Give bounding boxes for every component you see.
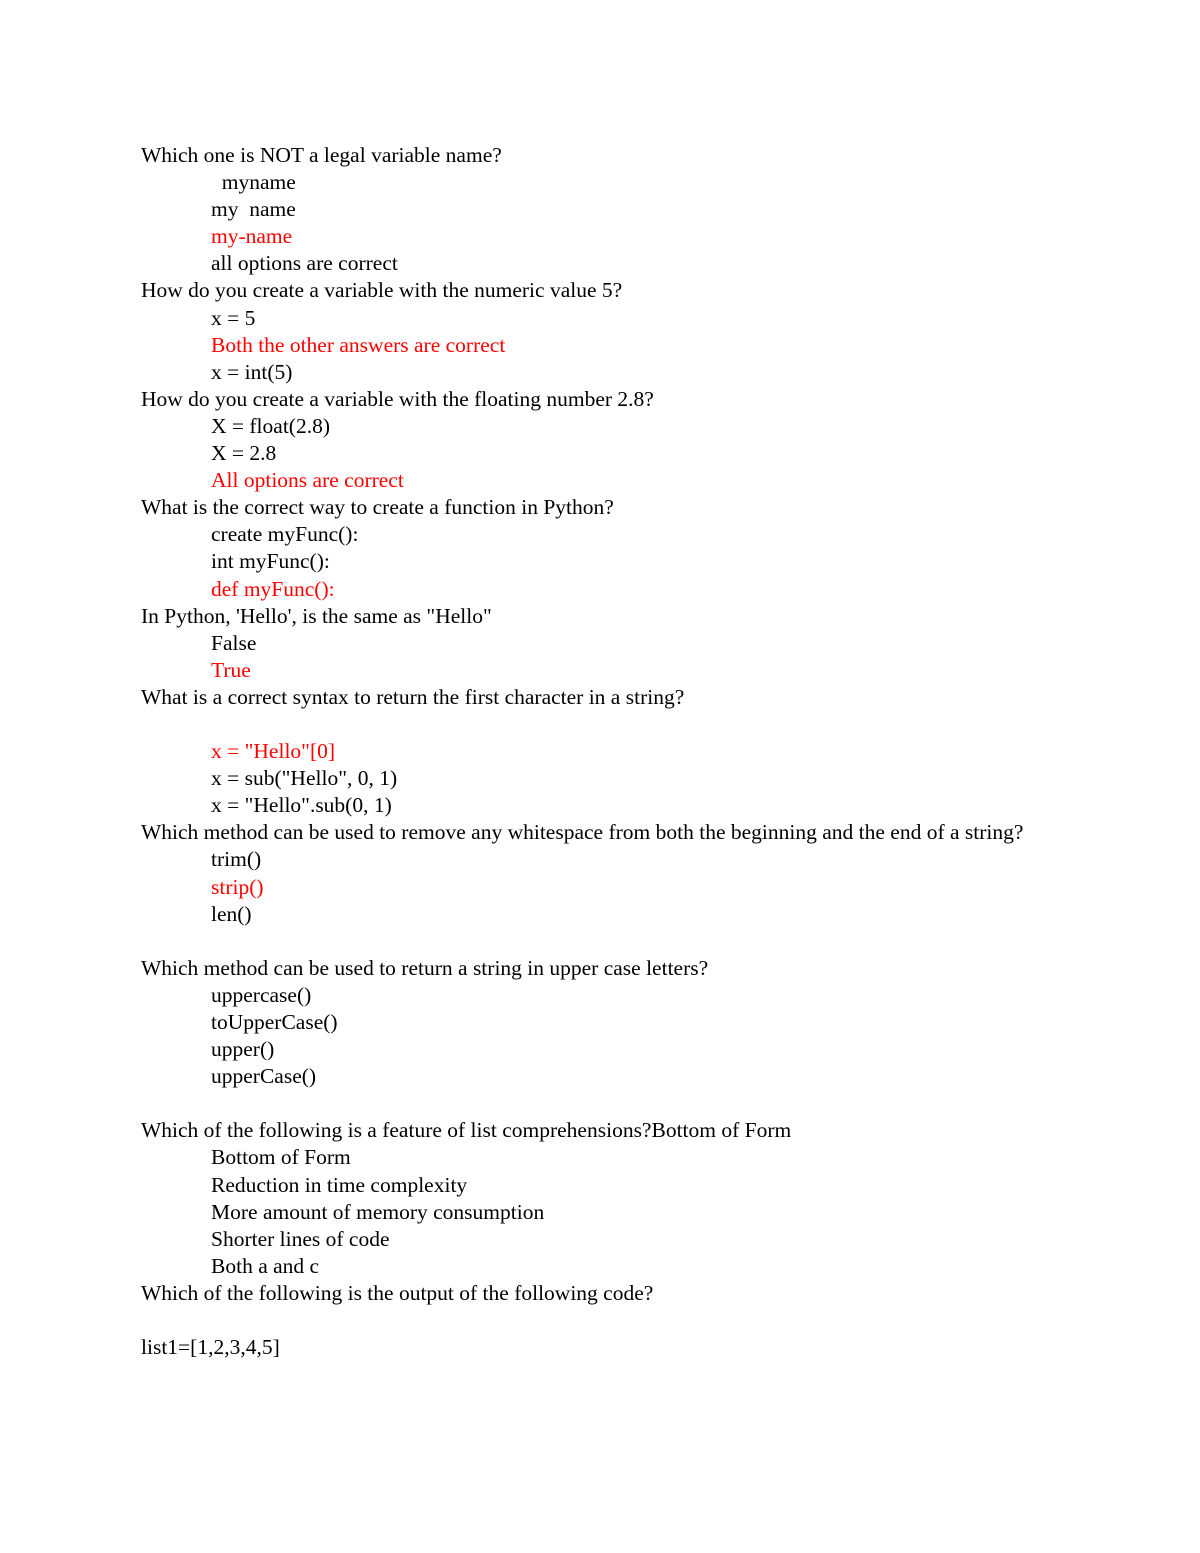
q5-option-1: False [211,630,257,655]
question-8: Which method can be used to return a string in upper case letters? [141,955,709,980]
q2-option-1: x = 5 [211,305,256,330]
q9-option-2: Reduction in time complexity [211,1172,468,1197]
question-7: Which method can be used to remove any whitespace from both the beginning and the end of a string? [141,820,1024,845]
q6-option-1-correct: x = "Hello"[0] [211,739,336,764]
blank-line [141,711,1061,738]
question-4: What is the correct way to create a function in Python? [141,495,614,520]
blank-line [141,1307,1061,1334]
q2-option-3: x = int(5) [211,359,293,384]
q2-option-2-correct: Both the other answers are correct [211,332,506,357]
q9-option-4: Shorter lines of code [211,1226,390,1251]
question-5: In Python, 'Hello', is the same as "Hello" [141,603,492,628]
q4-option-1: create myFunc(): [211,522,359,547]
q6-option-2: x = sub("Hello", 0, 1) [211,766,398,791]
q1-option-1: myname [211,170,296,195]
question-10: Which of the following is the output of the following code? [141,1280,654,1305]
q1-option-2: my name [211,197,296,222]
blank-line [141,928,1061,955]
q3-option-3-correct: All options are correct [211,468,404,493]
q8-option-3: upper() [211,1037,275,1062]
q4-option-2: int myFunc(): [211,549,330,574]
q6-option-3: x = "Hello".sub(0, 1) [211,793,392,818]
question-6: What is a correct syntax to return the first character in a string? [141,684,685,709]
question-2: How do you create a variable with the numeric value 5? [141,278,623,303]
question-3: How do you create a variable with the floating number 2.8? [141,386,654,411]
q3-option-2: X = 2.8 [211,441,277,466]
q3-option-1: X = float(2.8) [211,413,330,438]
q4-option-3-correct: def myFunc(): [211,576,335,601]
q8-option-4: upperCase() [211,1064,317,1089]
q8-option-2: toUpperCase() [211,1010,338,1034]
blank-line [141,1090,1061,1117]
q8-option-1: uppercase() [211,982,312,1007]
code-line: list1=[1,2,3,4,5] [141,1335,280,1360]
question-9: Which of the following is a feature of list comprehensions?Bottom of Form [141,1118,792,1143]
q1-option-4: all options are correct [211,251,398,276]
question-1: Which one is NOT a legal variable name? [141,143,502,167]
q5-option-2-correct: True [211,657,251,682]
q9-option-5: Both a and c [211,1253,320,1278]
q9-option-3: More amount of memory consumption [211,1199,545,1224]
q1-option-3-correct: my-name [211,224,293,249]
q7-option-1: trim() [211,847,262,872]
q7-option-3: len() [211,901,252,926]
q7-option-2-correct: strip() [211,874,264,899]
quiz-content [141,142,1061,1361]
q9-option-1: Bottom of Form [211,1145,351,1170]
